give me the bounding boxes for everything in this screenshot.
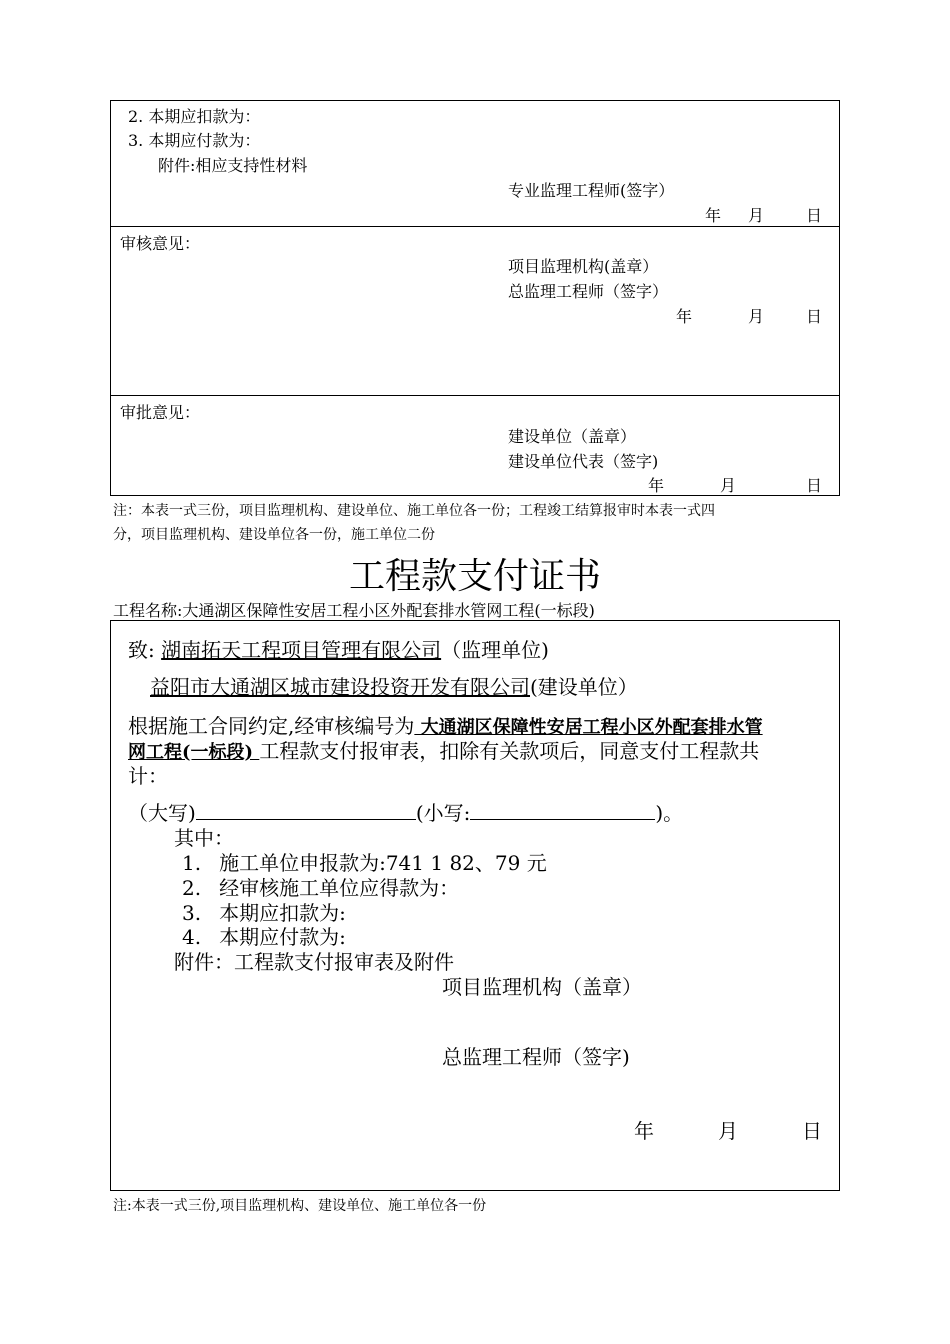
supervisor-company: 湖南拓天工程项目管理有限公司 (161, 638, 442, 662)
date1-year: 年 (705, 206, 722, 225)
to-line (128, 634, 549, 663)
date2-month: 月 (748, 307, 765, 326)
amount-upper-label: （大写) (128, 801, 196, 825)
builder-role: (建设单位） (530, 675, 638, 699)
upper-attachment: 附件:相应支持性材料 (158, 156, 308, 175)
date2-day: 日 (806, 307, 823, 326)
date1-month: 月 (748, 206, 765, 225)
builder-line (150, 671, 638, 700)
project-name: 工程名称:大通湖区保障性安居工程小区外配套排水管网工程(一标段) (113, 601, 595, 620)
approve-rep-sign: 建设单位代表（签字) (508, 452, 659, 471)
upper-form-divider-1 (110, 226, 840, 227)
date3-day: 日 (806, 476, 823, 495)
certificate-note: 注:本表一式三份,项目监理机构、建设单位、施工单位各一份 (113, 1198, 487, 1214)
list-item-number: 1. (182, 851, 202, 875)
list-item-number: 3. (182, 901, 202, 925)
amount-lower-label: (小写: (415, 801, 471, 825)
amount-close: )。 (655, 801, 684, 825)
upper-note-line-2: 分，项目监理机构、建设单位各一份，施工单位二份 (113, 527, 435, 543)
builder-company: 益阳市大通湖区城市建设投资开发有限公司 (150, 675, 530, 699)
amount-lower-blank (470, 799, 655, 820)
body-end: 计： (128, 764, 168, 788)
upper-form-divider-2 (110, 395, 840, 396)
review-label: 审核意见： (120, 234, 201, 253)
certificate-date-month: 月 (718, 1119, 738, 1143)
supervisor-role: （监理单位) (441, 638, 549, 662)
list-item-text: 经审核施工单位应得款为： (219, 876, 460, 900)
list-item-text: 本期应付款为: (219, 925, 346, 949)
amount-upper-blank (196, 799, 416, 820)
list-item-text: 施工单位申报款为:741 1 82、79 元 (219, 851, 547, 875)
list-item-number: 4. (182, 925, 202, 949)
of-which-label: 其中： (174, 826, 234, 850)
body-prefix: 根据施工合同约定,经审核编号为 (128, 714, 415, 738)
upper-item-3: 3. 本期应付款为： (128, 131, 261, 150)
review-org-seal: 项目监理机构(盖章） (508, 257, 659, 276)
date1-day: 日 (806, 206, 823, 225)
to-prefix: 致: (128, 638, 162, 662)
date2-year: 年 (676, 307, 693, 326)
project-ref-part-1: 大通湖区保障性安居工程小区外配套排水管 (414, 717, 763, 738)
certificate-chief-sign: 总监理工程师（签字) (442, 1045, 630, 1069)
upper-item-2: 2. 本期应扣款为： (128, 107, 261, 126)
project-ref-part-2: 网工程(一标段) (128, 742, 260, 763)
date3-month: 月 (720, 476, 737, 495)
list-item-text: 本期应扣款为: (219, 901, 346, 925)
review-chief-sign: 总监理工程师（签字） (508, 282, 669, 301)
certificate-title: 工程款支付证书 (348, 556, 601, 597)
body-line-2 (128, 735, 759, 764)
list-item-number: 2. (182, 876, 202, 900)
engineer-sign-label: 专业监理工程师(签字） (508, 181, 675, 200)
approve-org-seal: 建设单位（盖章） (508, 427, 637, 446)
date3-year: 年 (648, 476, 665, 495)
certificate-date-year: 年 (634, 1119, 654, 1143)
upper-note-line-1: 注：本表一式三份，项目监理机构、建设单位、施工单位各一份；工程竣工结算报审时本表一式四 (113, 503, 715, 519)
body-suffix: 工程款支付报审表，扣除有关款项后，同意支付工程款共 (259, 739, 760, 763)
certificate-org-seal: 项目监理机构（盖章） (442, 975, 642, 999)
certificate-attachment: 附件：工程款支付报审表及附件 (174, 950, 454, 974)
certificate-date-day: 日 (802, 1119, 822, 1143)
approve-label: 审批意见： (120, 403, 201, 422)
